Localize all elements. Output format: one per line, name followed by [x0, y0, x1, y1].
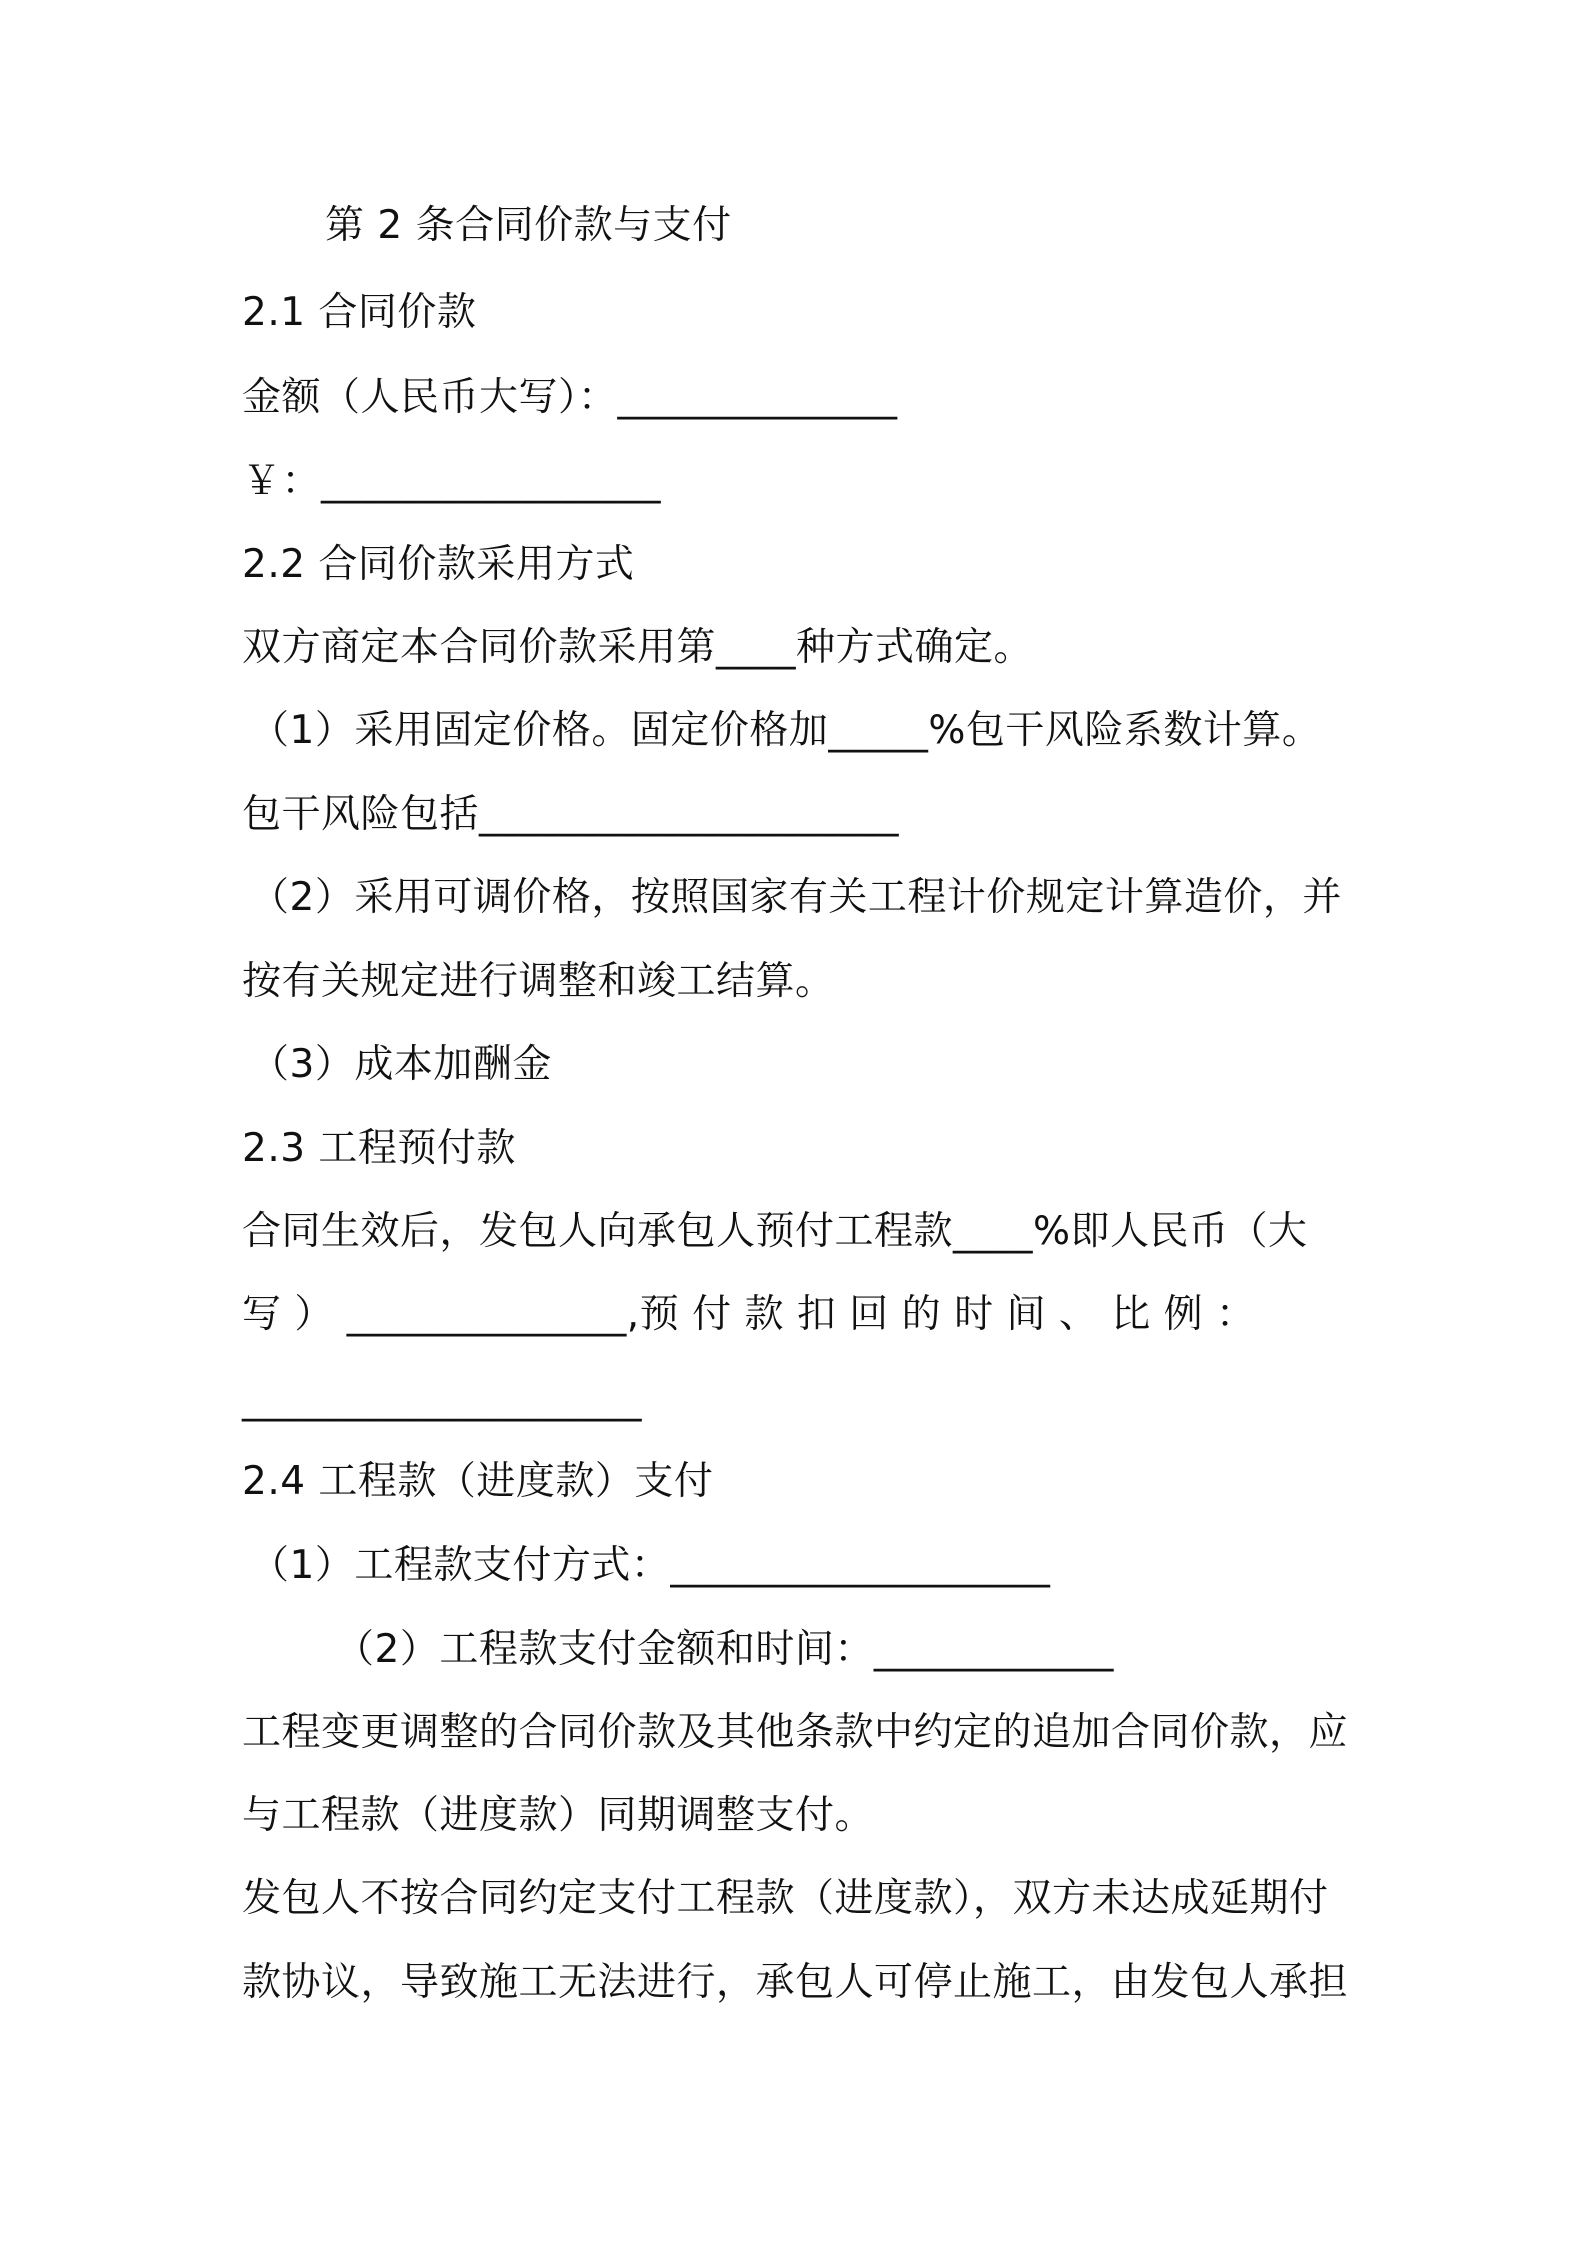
option-1-line: （1）采用固定价格。固定价格加_____%包干风险系数计算。 — [250, 708, 1322, 753]
article-heading: 第 2 条合同价款与支付 — [325, 203, 732, 248]
option-3-line: （3）成本加酬金 — [250, 1042, 552, 1087]
default-payment-continued-line: 款协议，导致施工无法进行，承包人可停止施工，由发包人承担 — [242, 1960, 1349, 2005]
section-2-2-title: 2.2 合同价款采用方式 — [242, 542, 635, 587]
advance-payment-blank-line: ____________________ — [242, 1377, 642, 1422]
payment-amount-time-line: （2）工程款支付金额和时间：____________ — [335, 1627, 1114, 1672]
advance-payment-line: 合同生效后，发包人向承包人预付工程款____%即人民币（大 — [242, 1209, 1308, 1254]
option-2-continued-line: 按有关规定进行调整和竣工结算。 — [242, 959, 835, 1004]
change-adjust-line: 工程变更调整的合同价款及其他条款中约定的追加合同价款，应 — [242, 1710, 1349, 1755]
section-2-4-title: 2.4 工程款（进度款）支付 — [242, 1459, 714, 1504]
amount-chinese-line: 金额（人民币大写）：______________ — [242, 375, 898, 420]
payment-method-line: （1）工程款支付方式：___________________ — [250, 1543, 1051, 1588]
section-2-1-title: 2.1 合同价款 — [242, 290, 477, 335]
change-adjust-continued-line: 与工程款（进度款）同期调整支付。 — [242, 1793, 875, 1838]
advance-payment-continued-line: 写 ） ______________,预 付 款 扣 回 的 时 间 、 比 例 ： — [242, 1292, 1256, 1337]
option-2-line: （2）采用可调价格，按照国家有关工程计价规定计算造价，并 — [250, 875, 1342, 920]
risk-scope-line: 包干风险包括_____________________ — [242, 792, 900, 837]
method-choice-line: 双方商定本合同价款采用第____种方式确定。 — [242, 625, 1034, 670]
default-payment-line: 发包人不按合同约定支付工程款（进度款），双方未达成延期付 — [242, 1876, 1329, 1921]
section-2-3-title: 2.3 工程预付款 — [242, 1126, 516, 1171]
amount-yuan-line: ￥：_________________ — [242, 459, 662, 504]
